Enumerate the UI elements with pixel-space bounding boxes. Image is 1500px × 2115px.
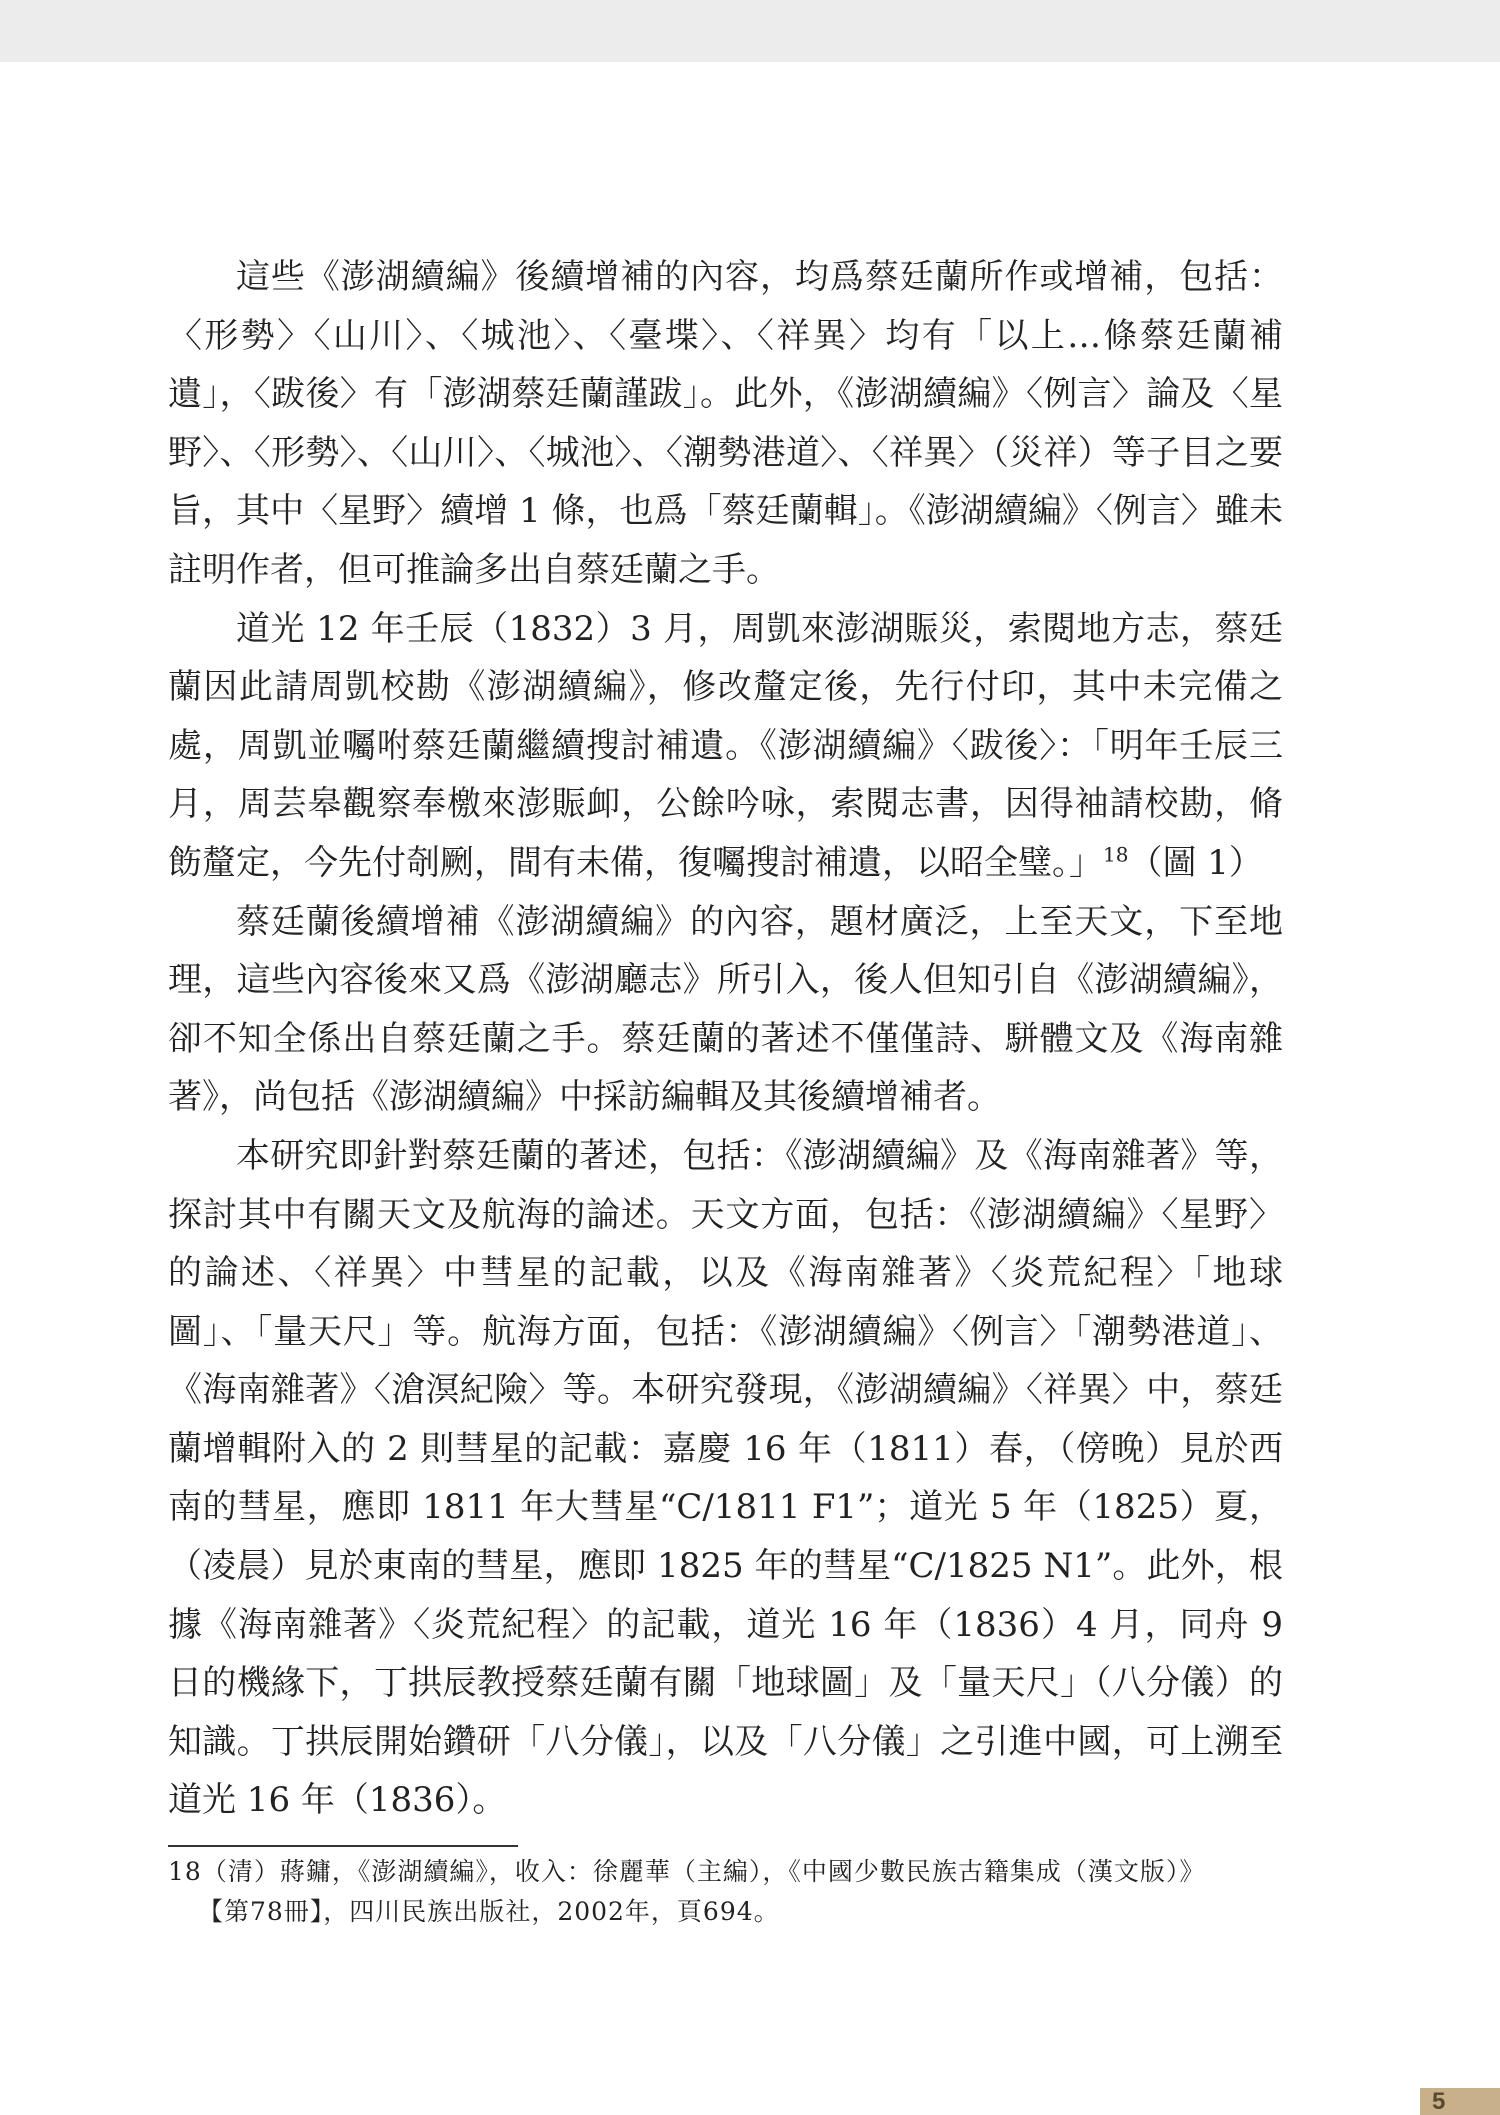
scan-top-band [0,0,1500,62]
footnote-reference: 18 [1103,842,1129,867]
paragraph-1: 這些《澎湖續編》後續增補的內容，均爲蔡廷蘭所作或增補，包括：〈形勢〉〈山川〉、〈城池〉、〈臺堞〉、〈祥異〉均有「以上…條蔡廷蘭補遺」，〈跋後〉有「澎湖蔡廷蘭謹跋」。此外，《澎湖續編》〈例言〉論及〈星野〉、〈形勢〉、〈山川〉、〈城池〉、〈潮勢港道〉、〈祥異〉（災祥）等子目之要旨，其中〈星野〉續增 1 條，也爲「蔡廷蘭輯」。《澎湖續編》〈例言〉雖未註明作者，但可推論多出自蔡廷蘭之手。 [168,257,1283,590]
paragraph-2 [168,600,1283,893]
footnote-divider [168,1845,518,1847]
footnote-line-2: 【第78冊】，四川民族出版社，2002年，頁694。 [198,1897,780,1926]
page-number: 5 [1420,2088,1500,2115]
footnote-text-1: （清）蔣鏞，《澎湖續編》，收入：徐麗華（主編），《中國少數民族古籍集成（漢文版）》 [201,1857,1206,1886]
paragraph-2-text: 道光 12 年壬辰（1832）3 月，周凱來澎湖賑災，索閱地方志，蔡廷蘭因此請周凱校勘《澎湖續編》，修改釐定後，先行付印，其中未完備之處，周凱並囑咐蔡廷蘭繼續搜討補遺。《澎湖續編》〈跋後〉：「明年壬辰三月，周芸皋觀察奉檄來澎賑卹，公餘吟咏，索閱志書，因得袖請校勘，脩飭釐定，今先付剞劂，間有未備，復囑搜討補遺，以昭全璧。」 [168,608,1283,883]
footnote [168,1852,1288,1932]
body-text [168,248,1283,1830]
footnote-number: 18 [168,1857,202,1886]
paragraph-4: 本研究即針對蔡廷蘭的著述，包括：《澎湖續編》及《海南雜著》等，探討其中有關天文及航海的論述。天文方面，包括：《澎湖續編》〈星野〉的論述、〈祥異〉中彗星的記載，以及《海南雜著》〈炎荒紀程〉「地球圖」、「量天尺」等。航海方面，包括：《澎湖續編》〈例言〉「潮勢港道」、《海南雜著》〈滄溟紀險〉等。本研究發現，《澎湖續編》〈祥異〉中，蔡廷蘭增輯附入的 2 則彗星的記載：嘉慶 16 年（1811）春，（傍晚）見於西南的彗星，應即 1811 年大彗星“C/1811 F1”；道光 5 年（1825）夏，（凌晨）見於東南的彗星，應即 1825 年的彗星“C/1825 N1”。此外，根據《海南雜著》〈炎荒紀程〉的記載，道光 16 年（1836）4 月，同舟 9 日的機緣下，丁拱辰教授蔡廷蘭有關「地球圖」及「量天尺」（八分儀）的知識。丁拱辰開始鑽研「八分儀」，以及「八分儀」之引進中國，可上溯至道光 16 年（1836）。 [168,1135,1283,1821]
figure-reference: （圖 1） [1128,842,1263,883]
paragraph-3: 蔡廷蘭後續增補《澎湖續編》的內容，題材廣泛，上至天文，下至地理，這些內容後來又爲《澎湖廳志》所引入，後人但知引自《澎湖續編》，卻不知全係出自蔡廷蘭之手。蔡廷蘭的著述不僅僅詩、駢體文及《海南雜著》，尚包括《澎湖續編》中採訪編輯及其後續增補者。 [168,901,1283,1118]
footnote-line-1 [168,1852,1288,1892]
